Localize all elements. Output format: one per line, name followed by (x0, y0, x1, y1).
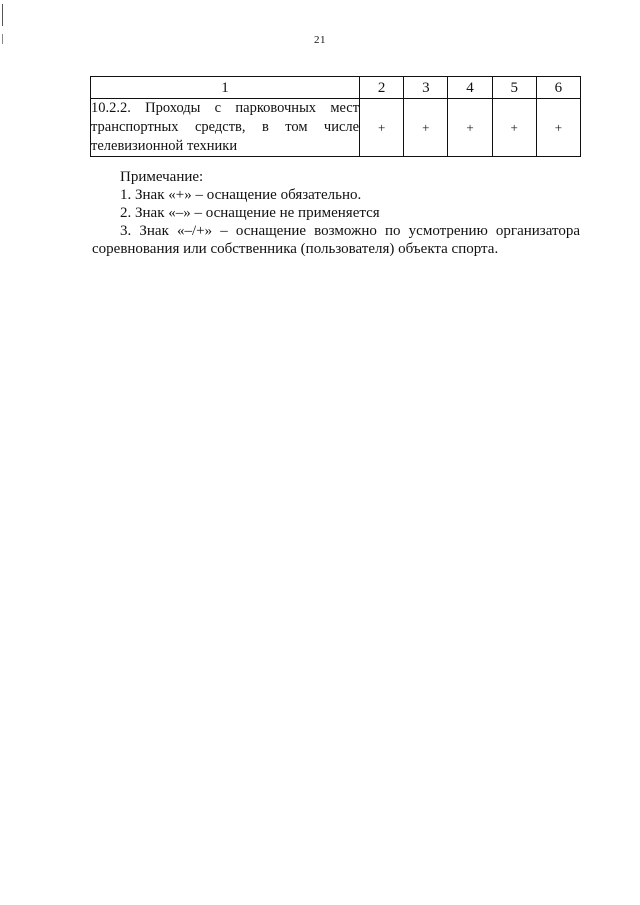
scan-edge-mark (2, 4, 3, 26)
column-header-3: 3 (404, 77, 448, 99)
note-item-1: 1. Знак «+» – оснащение обязательно. (120, 187, 362, 203)
note-item-2: 2. Знак «–» – оснащение не применяется (120, 205, 380, 221)
table-row (91, 99, 581, 157)
row-description: 10.2.2. Проходы с парковочных мест транспортных средств, в том числе телевизионной техники (91, 99, 360, 157)
table-header-row (91, 77, 581, 99)
page-number: 21 (314, 34, 326, 46)
row-mark-col5: + (492, 99, 536, 157)
equipment-table (90, 76, 581, 157)
note-item-3: 3. Знак «–/+» – оснащение возможно по усмотрению организатора соревнования или собственника (пользователя) объекта спорта. (92, 223, 580, 257)
notes-section (92, 168, 580, 258)
column-header-1: 1 (91, 77, 360, 99)
row-mark-col6: + (536, 99, 580, 157)
row-mark-col2: + (360, 99, 404, 157)
column-header-2: 2 (360, 77, 404, 99)
row-mark-col4: + (448, 99, 492, 157)
column-header-5: 5 (492, 77, 536, 99)
column-header-6: 6 (536, 77, 580, 99)
column-header-4: 4 (448, 77, 492, 99)
row-mark-col3: + (404, 99, 448, 157)
notes-title: Примечание: (120, 169, 204, 185)
